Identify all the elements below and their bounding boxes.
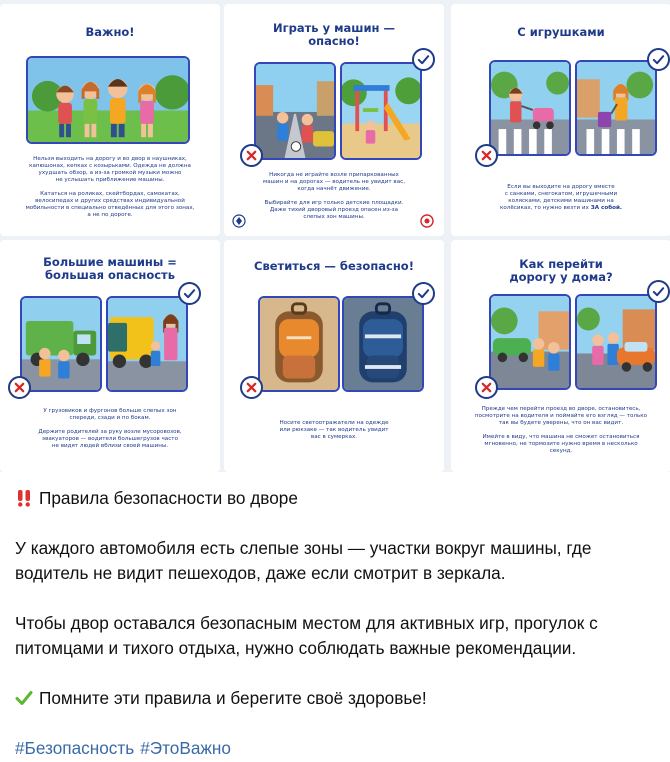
cross-mark-icon bbox=[475, 144, 498, 167]
card-title: С игрушками bbox=[517, 25, 605, 39]
card-playing-near-cars bbox=[224, 4, 444, 236]
partner-logo-icon bbox=[420, 214, 434, 228]
playground-illustration bbox=[340, 62, 422, 160]
card-big-vehicles bbox=[0, 240, 220, 472]
cross-mark-icon bbox=[475, 376, 498, 399]
kids-illustration bbox=[26, 56, 190, 144]
check-mark-icon bbox=[412, 282, 435, 305]
cross-mark-icon bbox=[240, 144, 263, 167]
post-paragraph-recommendations: Чтобы двор оставался безопасным местом для активных игр, прогулок с питомцами и тихого отдыха, нужно соблюдать важные рекомендации. bbox=[15, 613, 598, 658]
check-mark-icon bbox=[647, 280, 670, 303]
double-exclamation-icon bbox=[15, 489, 33, 507]
hashtag-link[interactable]: #Безопасность bbox=[15, 738, 135, 758]
kids-waiting-car-illustration bbox=[575, 294, 657, 390]
check-mark-icon bbox=[178, 282, 201, 305]
card-reflectors bbox=[224, 240, 444, 472]
card-text: Если вы выходите на дорогу вместе с санками, снегокатом, игрушечными колясками, детскими машинами на колёсиках, то нужно везти их ЗА собой. bbox=[499, 184, 622, 211]
card-crossing-at-home bbox=[451, 240, 670, 472]
card-title: Как перейти дорогу у дома? bbox=[509, 257, 613, 284]
card-text: Нельзя выходить на дорогу и во двор в наушниках, капюшонах, кепках с козырьками. Одежда не должна ухудшать обзор, а из-за громкой музыки можно не услышать приближение машины. Кататься на роликах, скейтбордах, самокатах, велосипедах и других средствах индивидуальной мобильности в специально отведённых для этого зонах, а не по дороге. bbox=[25, 156, 195, 218]
truck-kids-illustration bbox=[20, 296, 102, 392]
card-with-toys bbox=[451, 4, 670, 236]
card-title: Играть у машин — опасно! bbox=[273, 21, 395, 48]
cross-mark-icon bbox=[8, 376, 31, 399]
card-text: У грузовиков и фургонов больше слепых зон спереди, сзади и по бокам. Держите родителей за руку возле мусоровозов, эвакуаторов — водители большегрузов часто не видят людей вблизи своей машины. bbox=[38, 408, 182, 449]
card-text: Носите светоотражатели на одежде или рюкзаке — так водитель увидит вас в сумерках. bbox=[279, 420, 389, 440]
cross-mark-icon bbox=[240, 376, 263, 399]
reflective-backpack-illustration bbox=[342, 296, 424, 392]
post-closing: Помните эти правила и берегите своё здоровье! bbox=[15, 686, 655, 711]
girl-with-stroller-illustration bbox=[489, 60, 571, 156]
hashtag-link[interactable]: #ЭтоВажно bbox=[140, 738, 231, 758]
running-kids-car-illustration bbox=[489, 294, 571, 390]
post-title: Правила безопасности во дворе bbox=[15, 486, 655, 511]
card-important bbox=[0, 4, 220, 236]
check-mark-icon bbox=[15, 689, 33, 707]
street-play-illustration bbox=[254, 62, 336, 160]
garbage-truck-parent-illustration bbox=[106, 296, 188, 392]
post-paragraph-blind-spots: У каждого автомобиля есть слепые зоны — участки вокруг машины, где водитель не видит пешеходов, даже если смотрит в зеркала. bbox=[15, 538, 592, 583]
post-hashtags bbox=[15, 736, 655, 761]
check-mark-icon bbox=[647, 48, 670, 71]
orange-backpack-illustration bbox=[258, 296, 340, 392]
ministry-emblem-icon bbox=[232, 214, 246, 228]
card-title: Светиться — безопасно! bbox=[254, 259, 414, 273]
card-text: Никогда не играйте возле припаркованных машин и на дорогах — водитель не увидит вас, когда начнёт движение. Выбирайте для игр только детские площадки. Даже тихий дворовый проезд опасен из-за слепых зон машины. bbox=[262, 172, 405, 220]
card-title: Важно! bbox=[85, 25, 135, 39]
card-text: Прежде чем перейти проезд во дворе, остановитесь, посмотрите на водителя и поймайте его взгляд — только так вы будете уверены, что он вас видит. Имейте в виду, что машина не сможет остановиться мгновенно, не тормозите нужно время в несколько секунд. bbox=[474, 406, 648, 454]
girl-with-suitcase-illustration bbox=[575, 60, 657, 156]
card-title: Большие машины = большая опасность bbox=[43, 255, 177, 282]
check-mark-icon bbox=[412, 48, 435, 71]
